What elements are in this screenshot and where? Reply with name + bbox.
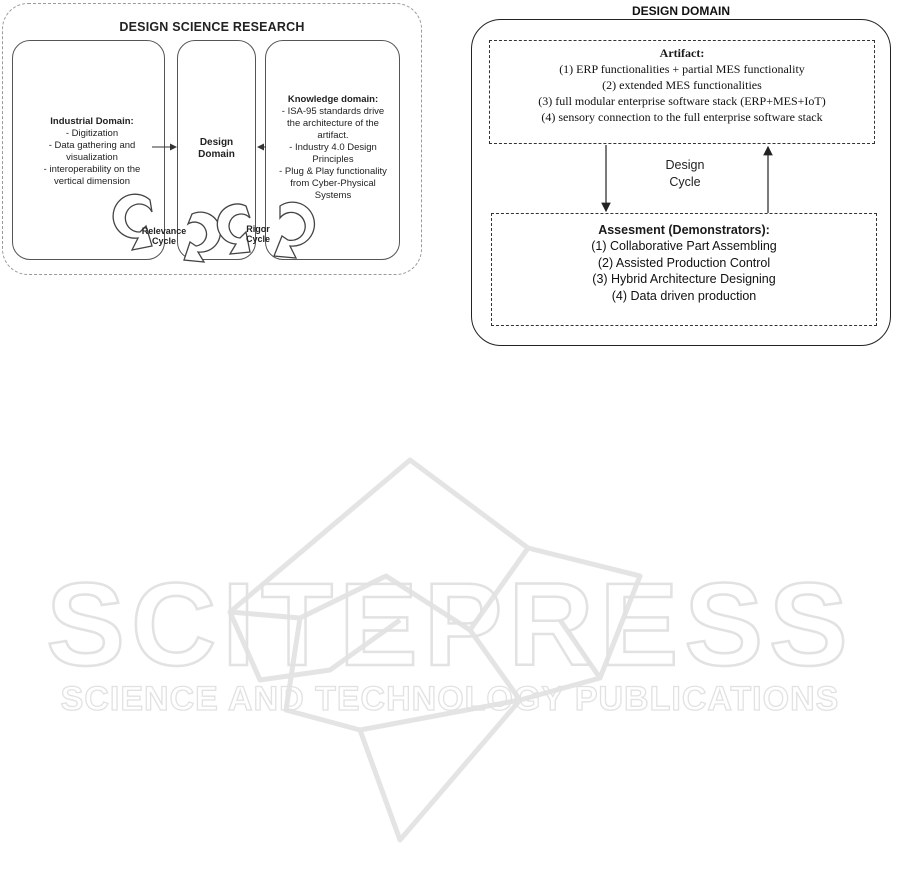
assessment-box	[491, 213, 877, 326]
assessment-item: (1) Collaborative Part Assembling	[591, 239, 777, 253]
assessment-item: (4) Data driven production	[611, 288, 757, 303]
rigor-cycle-line: Cycle	[245, 234, 271, 244]
knowledge-line: - Industry 4.0 Design	[289, 142, 377, 153]
assessment-item: (2) Assisted Production Control	[597, 255, 771, 270]
knowledge-line: from Cyber-Physical	[290, 178, 376, 189]
artifact-title: Artifact:	[659, 46, 705, 60]
industrial-line: - interoperability on the	[43, 164, 141, 175]
artifact-item: (3) full modular enterprise software stack (ERP+MES+IoT)	[538, 94, 826, 108]
knowledge-line: - Plug & Play functionality	[279, 166, 387, 177]
design-cycle-line: Cycle	[669, 175, 701, 189]
assessment-title: Assesment (Demonstrators):	[598, 223, 770, 237]
knowledge-line: Systems	[314, 190, 352, 201]
artifact-box	[489, 40, 875, 144]
scitepress-watermark	[0, 380, 901, 886]
industrial-line: - Data gathering and	[48, 140, 136, 151]
industrial-line: vertical dimension	[53, 176, 131, 187]
rigor-cycle-line: Rigor	[246, 224, 270, 234]
industrial-domain-heading: Industrial Domain:	[50, 116, 134, 127]
artifact-item: (4) sensory connection to the full enterprise software stack	[541, 110, 823, 124]
design-domain-line: Domain	[198, 149, 235, 160]
rigor-cycle-label	[238, 224, 278, 244]
design-domain-title: DESIGN DOMAIN	[631, 4, 730, 18]
artifact-item: (1) ERP functionalities + partial MES functionality	[559, 62, 805, 76]
knowledge-line: Principles	[312, 154, 354, 165]
relevance-cycle-label	[134, 226, 194, 246]
relevance-cycle-line: Cycle	[151, 236, 177, 246]
design-cycle-line: Design	[665, 158, 705, 172]
industrial-line: visualization	[66, 152, 118, 163]
dsr-arrows	[0, 0, 430, 280]
knowledge-line: artifact.	[317, 130, 349, 141]
industrial-line: - Digitization	[65, 128, 119, 139]
dsr-title: DESIGN SCIENCE RESEARCH	[119, 20, 305, 34]
knowledge-line: the architecture of the	[287, 118, 379, 129]
artifact-item: (2) extended MES functionalities	[602, 78, 762, 92]
design-cycle-label	[620, 157, 750, 191]
knowledge-line: - ISA-95 standards drive	[281, 106, 385, 117]
watermark-sub-text: SCIENCE AND TECHNOLOGY PUBLICATIONS	[60, 680, 840, 718]
knowledge-domain-heading: Knowledge domain:	[287, 94, 379, 105]
relevance-cycle-line: Relevance	[141, 226, 187, 236]
design-domain-line: Design	[199, 137, 234, 148]
assessment-item: (3) Hybrid Architecture Designing	[592, 272, 776, 286]
watermark-main-text: SCITEPRESS	[46, 559, 854, 691]
